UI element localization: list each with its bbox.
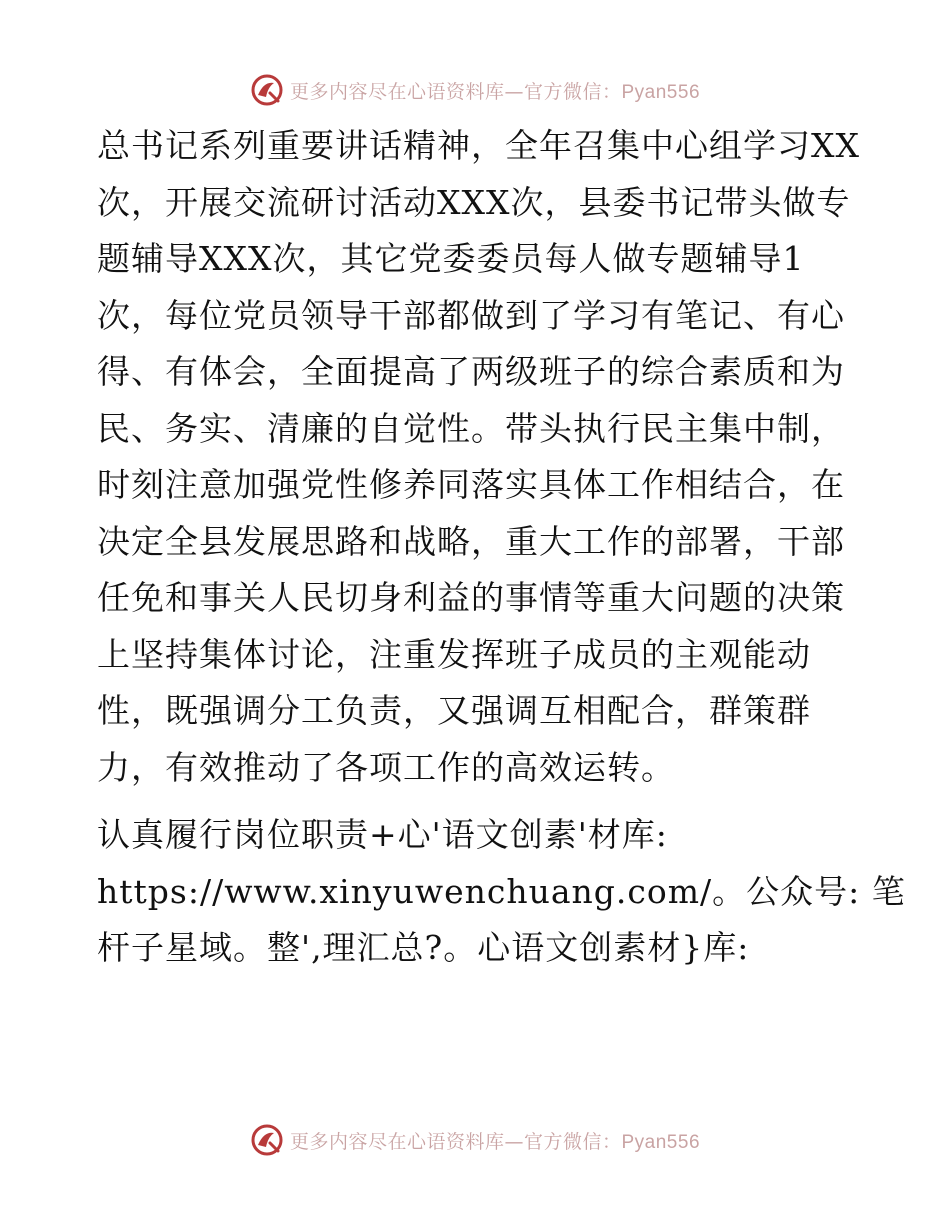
text-line: 次，开展交流研讨活动XXX次，县委书记带头做专	[97, 182, 851, 222]
footer-banner-text	[290, 1127, 700, 1154]
text-line: 总书记系列重要讲话精神，全年召集中心组学习XX	[97, 126, 860, 165]
text-line: 力，有效推动了各项工作的高效运转。	[97, 747, 675, 787]
header-banner	[0, 70, 950, 110]
text-line: 任免和事关人民切身利益的事情等重大问题的决策	[97, 578, 845, 617]
footer-banner-label: 更多内容尽在心语资料库—官方微信：	[289, 1130, 622, 1153]
header-banner-content	[250, 73, 700, 107]
seal-logo-icon	[250, 73, 284, 107]
footer-banner	[0, 1120, 950, 1160]
header-banner-label: 更多内容尽在心语资料库—官方微信：	[289, 80, 622, 103]
seal-logo-icon	[250, 1123, 284, 1157]
footer-banner-account: Pyan556	[621, 1131, 701, 1153]
text-line: 时刻注意加强党性修养同落实具体工作相结合，在	[97, 465, 845, 504]
header-banner-account: Pyan556	[621, 81, 701, 103]
text-line: 民、务实、清廉的自觉性。带头执行民主集中制，	[97, 408, 845, 448]
text-line: 题辅导XXX次，其它党委委员每人做专题辅导1	[97, 239, 805, 278]
text-line: 上坚持集体讨论，注重发挥班子成员的主观能动	[97, 634, 811, 674]
text-line: 次，每位党员领导干部都做到了学习有笔记、有心	[97, 295, 845, 335]
text-line: 决定全县发展思路和战略，重大工作的部署，干部	[97, 521, 845, 561]
paragraph-2	[97, 807, 906, 977]
paragraph-1	[97, 118, 867, 796]
text-line: 杆子星域。整',理汇总?。心语文创素材}库:	[97, 928, 750, 967]
text-line: 性，既强调分工负责，又强调互相配合，群策群	[97, 691, 811, 730]
text-line: 认真履行岗位职责+心'语文创素'材库:	[97, 815, 668, 854]
text-line: 得、有体会，全面提高了两级班子的综合素质和为	[97, 352, 845, 391]
footer-banner-content	[250, 1123, 700, 1157]
text-line: https://www.xinyuwenchuang.com/。公众号: 笔	[97, 871, 906, 911]
header-banner-text	[290, 77, 700, 104]
